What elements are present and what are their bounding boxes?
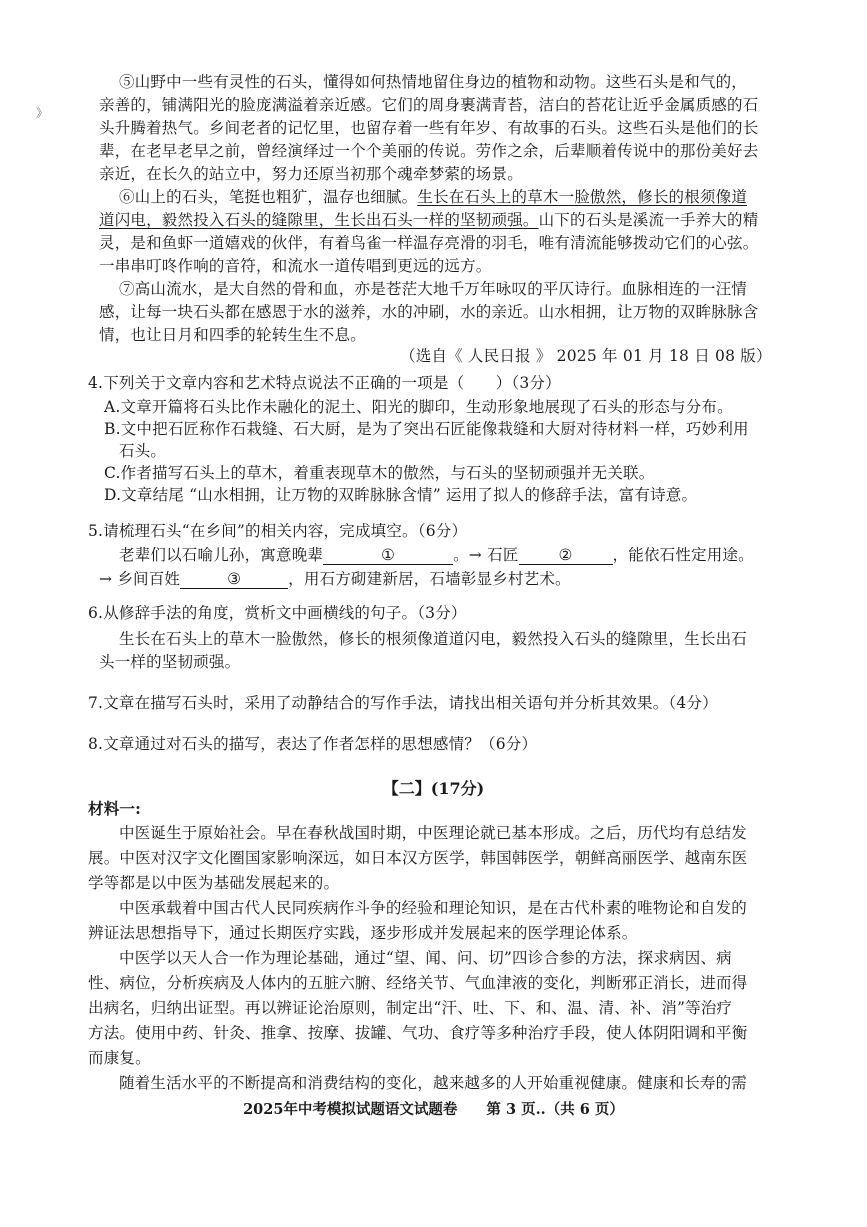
q5-text-c: ，能依石性定用途。 <box>612 546 754 564</box>
material-1-line8: 出病名，归纳出证型。再以辨证论治原则，制定出“汗、吐、下、和、温、清、补、消”等治疗 <box>88 999 733 1017</box>
question-4-stem: 4.下列关于文章内容和艺术特点说法不正确的一项是（ ）（3分） <box>88 374 561 392</box>
material-1-line4: 中医承载着中国古代人民同疾病作斗争的经验和理论知识，是在古代朴素的唯物论和自发的 <box>119 899 748 917</box>
material-1-line7: 性、病位，分析疾病及人体内的五脏六腑、经络关节、气血津液的变化，判断邪正消长，进而得 <box>88 974 748 992</box>
question-4-option-b-cont: 石头。 <box>119 442 167 460</box>
para6-line4: 一串串叮咚作响的音符，和流水一道传唱到更远的远方。 <box>99 257 492 275</box>
material-1-line5: 辨证法思想指导下，通过长期医疗实践，逐步形成并发展起来的医学理论体系。 <box>88 924 638 942</box>
material-1-line1: 中医诞生于原始社会。早在春秋战国时期，中医理论就已基本形成。之后，历代均有总结发 <box>119 824 748 842</box>
material-1-line3: 学等都是以中医为基础发展起来的。 <box>88 874 340 892</box>
question-5-line1 <box>119 544 754 566</box>
answer-blank-2[interactable]: ② <box>519 546 613 565</box>
q5-text-e: ，用石方砌建新居，石墙彰显乡村艺术。 <box>288 570 571 588</box>
question-4-option-a: A.文章开篇将石头比作未融化的泥土、阳光的脚印，生动形象地展现了石头的形态与分布。 <box>104 398 733 416</box>
question-7-stem: 7.文章在描写石头时，采用了动静结合的写作手法，请找出相关语句并分析其效果。（4分） <box>88 694 718 712</box>
para6-line2 <box>99 209 758 231</box>
page-footer: 2025年中考模拟试题语文试题卷 第 3 页..（共 6 页） <box>243 1101 624 1118</box>
question-6-stem: 6.从修辞手法的角度，赏析文中画横线的句子。（3分） <box>88 604 467 622</box>
question-4-option-b: B.文中把石匠称作石栽缝、石大厨，是为了突出石匠能像栽缝和大厨对待材料一样，巧妙利用 <box>104 420 749 438</box>
question-4-option-d: D.文章结尾 “山水相拥，让万物的双眸脉脉含情” 运用了拟人的修辞手法，富有诗意。 <box>104 486 698 504</box>
q5-text-a: 老辈们以石喻儿孙，寓意晚辈 <box>119 546 324 564</box>
question-6-quote-line1: 生长在石头上的草木一脸傲然，修长的根须像道道闪电，毅然投入石头的缝隙里，生长出石 <box>119 630 748 648</box>
para5-line3: 头升腾着热气。乡间老者的记忆里，也留存着一些有年岁、有故事的石头。这些石头是他们的长 <box>99 119 759 137</box>
q5-text-b: 。→ 石匠 <box>453 546 519 564</box>
para5-line1: ⑤山野中一些有灵性的石头，懂得如何热情地留住身边的植物和动物。这些石头是和气的， <box>119 73 748 91</box>
question-5-line2 <box>99 568 571 590</box>
source-citation: （选自《 人民日报 》 2025 年 01 月 18 日 08 版） <box>400 347 772 365</box>
underlined-sentence-part1: 生长在石头上的草木一脸傲然，修长的根须像道 <box>417 188 748 206</box>
answer-blank-1[interactable]: ① <box>323 546 453 565</box>
material-1-line2: 展。中医对汉字文化圈国家影响深远，如日本汉方医学，韩国韩医学，朝鲜高丽医学、越南东医 <box>88 849 748 867</box>
question-4-option-c: C.作者描写石头上的草木，着重表现草木的傲然，与石头的坚韧顽强并无关联。 <box>104 464 655 482</box>
para6-plain-text: ⑥山上的石头，笔挺也粗犷，温存也细腻。 <box>119 188 418 206</box>
question-6-quote-line2: 头一样的坚韧顽强。 <box>99 653 241 671</box>
material-1-line6: 中医学以天人合一作为理论基础，通过“望、闻、问、切”四诊合参的方法，探求病因、病 <box>119 949 732 967</box>
answer-blank-3[interactable]: ③ <box>180 570 288 589</box>
para7-line2: 感，让每一块石头都在感恩于水的滋养，水的冲刷，水的亲近。山水相拥，让万物的双眸脉脉含 <box>99 303 759 321</box>
question-5-stem: 5.请梳理石头“在乡间”的相关内容，完成填空。（6分） <box>88 522 468 540</box>
para5-line4: 辈，在老早老早之前，曾经演绎过一个个美丽的传说。劳作之余，后辈顺着传说中的那份美好去 <box>99 142 759 160</box>
question-8-stem: 8.文章通过对石头的描写，表达了作者怎样的思想感情？（6分） <box>88 735 538 753</box>
q5-text-d: → 乡间百姓 <box>99 570 181 588</box>
underlined-sentence-part2: 道闪电，毅然投入石头的缝隙里，生长出石头一样的坚韧顽强。 <box>99 211 539 229</box>
para5-line2: 亲善的，铺满阳光的脸庞满溢着亲近感。它们的周身裹满青苔，洁白的苔花让近乎金属质感的石 <box>99 96 759 114</box>
para6-plain-text-2: 山下的石头是溪流一手养大的精 <box>538 211 759 229</box>
para7-line3: 情，也让日月和四季的轮转生生不息。 <box>99 326 366 344</box>
section-2-heading: 【二】(17分) <box>382 779 485 798</box>
para5-line5: 亲近，在长久的站立中，努力还原当初那个魂牵梦萦的场景。 <box>99 165 523 183</box>
material-1-line11: 随着生活水平的不断提高和消费结构的变化，越来越多的人开始重视健康。健康和长寿的需 <box>119 1074 748 1092</box>
para6-line1 <box>119 186 747 208</box>
material-1-line10: 而康复。 <box>88 1049 151 1067</box>
margin-mark: 》 <box>36 106 49 120</box>
material-1-line9: 方法。使用中药、针灸、推拿、按摩、拔罐、气功、食疗等多种治疗手段，使人体阴阳调和平衡 <box>88 1024 748 1042</box>
para7-line1: ⑦高山流水，是大自然的骨和血，亦是苍茫大地千万年咏叹的平仄诗行。血脉相连的一汪情 <box>119 280 748 298</box>
para6-line3: 灵，是和鱼虾一道嬉戏的伙伴，有着鸟雀一样温存亮滑的羽毛，唯有清流能够拨动它们的心弦。 <box>99 234 759 252</box>
material-1-label: 材料一: <box>88 799 142 818</box>
